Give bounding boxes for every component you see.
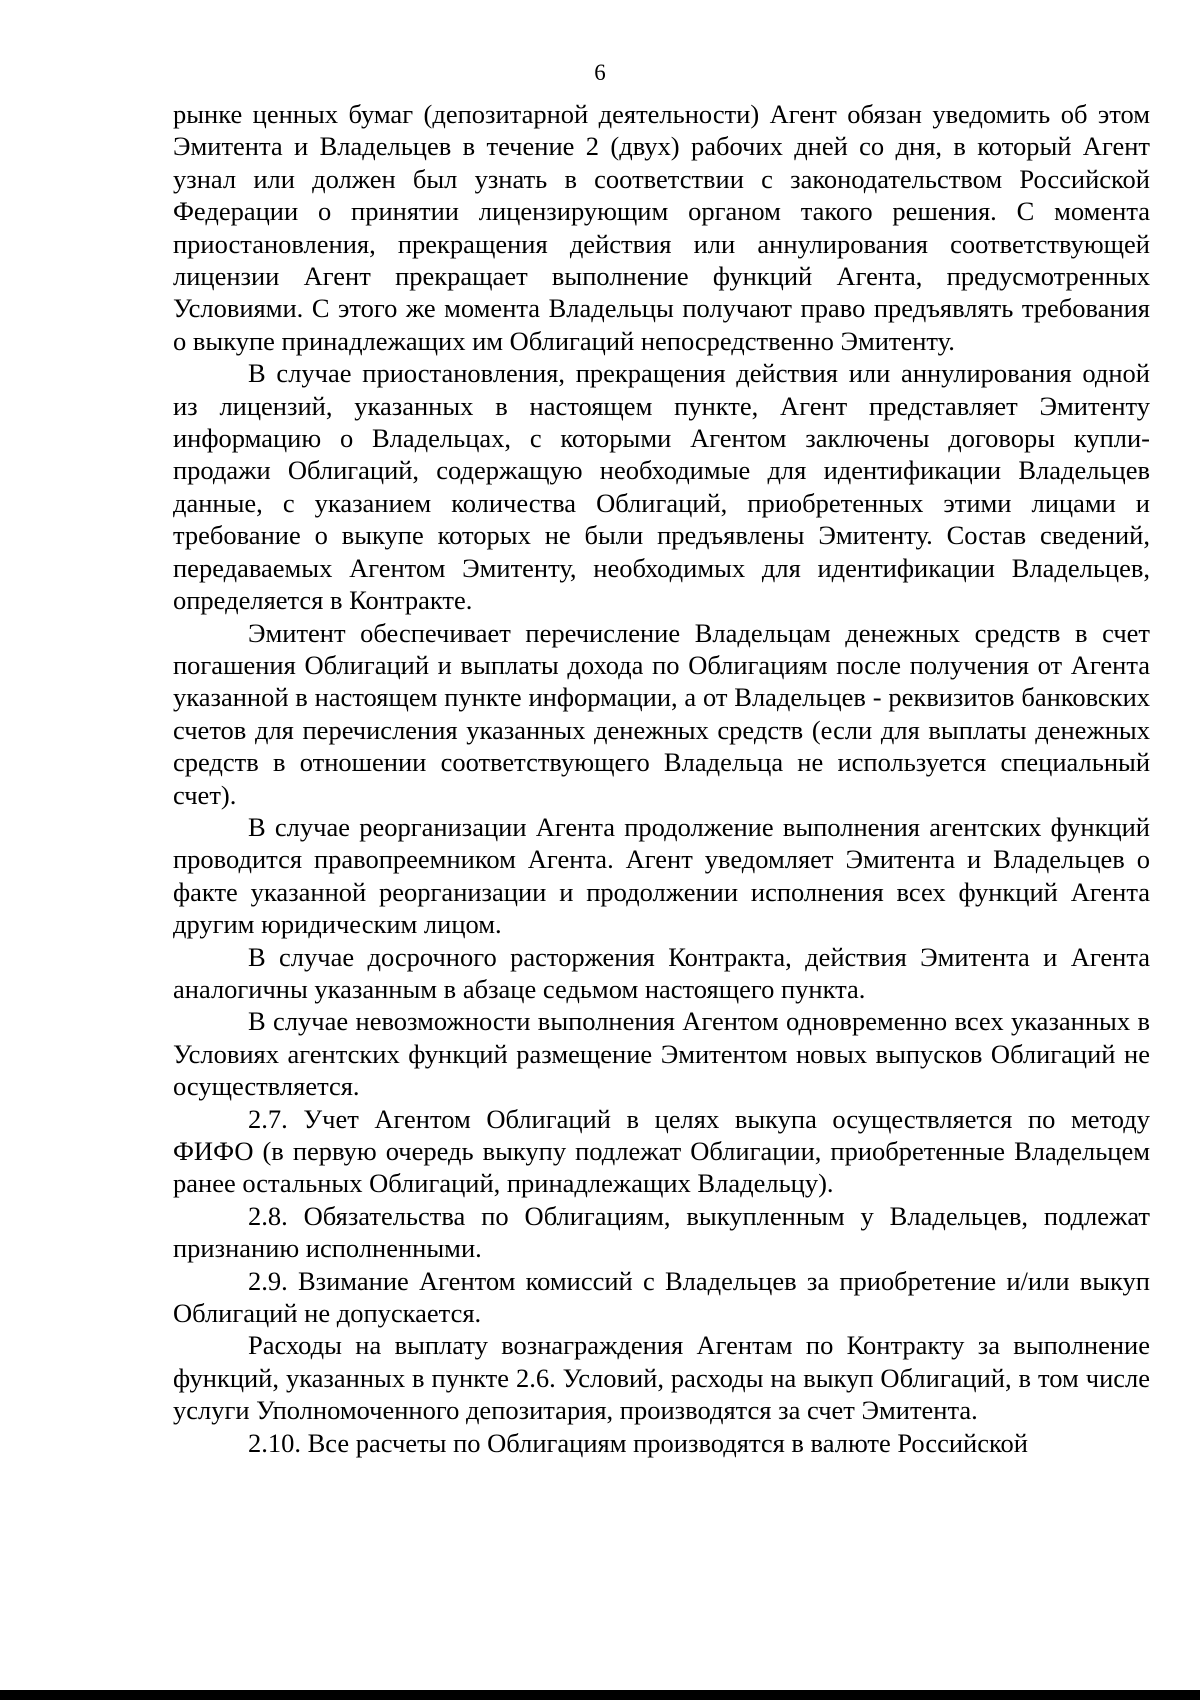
document-body [173,98,1150,1459]
paragraph-agent-reorganization: В случае реорганизации Агента продолжение выполнения агентских функций проводится правопреемником Агента. Агент уведомляет Эмитента и Владельцев о факте указанной реорганизации и продолжении исполнения всех функций Агента другим юридическим лицом. [173,811,1150,940]
paragraph-contract-termination: В случае досрочного расторжения Контракта, действия Эмитента и Агента аналогичны указанным в абзаце седьмом настоящего пункта. [173,941,1150,1004]
paragraph-no-new-issues: В случае невозможности выполнения Агентом одновременно всех указанных в Условиях агентских функций размещение Эмитентом новых выпусков Облигаций не осуществляется. [173,1006,1150,1102]
clause-2-10-settlements: 2.10. Все расчеты по Облигациям производятся в валюте Российской [248,1427,1028,1458]
paragraph-expenses: Расходы на выплату вознаграждения Агентам по Контракту за выполнение функций, указанных в пункте 2.6. Условий, расходы на выкуп Облигаций, в том числе услуги Уполномоченного депозитария, производятся за счет Эмитента. [173,1330,1150,1426]
paragraph-issuer-payments: Эмитент обеспечивает перечисление Владельцам денежных средств в счет погашения Облигаций и выплаты дохода по Облигациям после получения от Агента указанной в настоящем пункте информации, а от Владельцев - реквизитов банковских счетов для перечисления указанных денежных средств (если для выплаты денежных средств в отношении соответствующего Владельца не используется специальный счет). [173,617,1150,810]
clause-2-9-commissions: 2.9. Взимание Агентом комиссий с Владельцев за приобретение и/или выкуп Облигаций не допускается. [173,1265,1150,1329]
paragraph-agent-license-notice: рынке ценных бумаг (депозитарной деятельности) Агент обязан уведомить об этом Эмитента и Владельцев в течение 2 (двух) рабочих дней со дня, в который Агент узнал или должен был узнать в соответствии с законодательством Российской Федерации о принятии лицензирующим органом такого решения. С момента приостановления, прекращения действия или аннулирования соответствующей лицензии Агент прекращает выполнение функций Агента, предусмотренных Условиями. С этого же момента Владельцы получают право предъявлять требования о выкупе принадлежащих им Облигаций непосредственно Эмитенту. [173,99,1150,356]
clause-2-7-fifo: 2.7. Учет Агентом Облигаций в целях выкупа осуществляется по методу ФИФО (в первую очередь выкупу подлежат Облигации, приобретенные Владельцем ранее остальных Облигаций, принадлежащих Владельцу). [173,1103,1150,1199]
paragraph-license-suspension-info: В случае приостановления, прекращения действия или аннулирования одной из лицензий, указанных в настоящем пункте, Агент представляет Эмитенту информацию о Владельцах, с которыми Агентом заключены договоры купли-продажи Облигаций, содержащую необходимые для идентификации Владельцев данные, с указанием количества Облигаций, приобретенных этими лицами и требование о выкупе которых не были предъявлены Эмитенту. Состав сведений, передаваемых Агентом Эмитенту, необходимых для идентификации Владельцев, определяется в Контракте. [173,358,1150,616]
clause-2-8-obligations: 2.8. Обязательства по Облигациям, выкупленным у Владельцев, подлежат признанию исполненными. [173,1200,1150,1264]
page-number: 6 [594,60,606,85]
scan-border [0,1690,1200,1700]
